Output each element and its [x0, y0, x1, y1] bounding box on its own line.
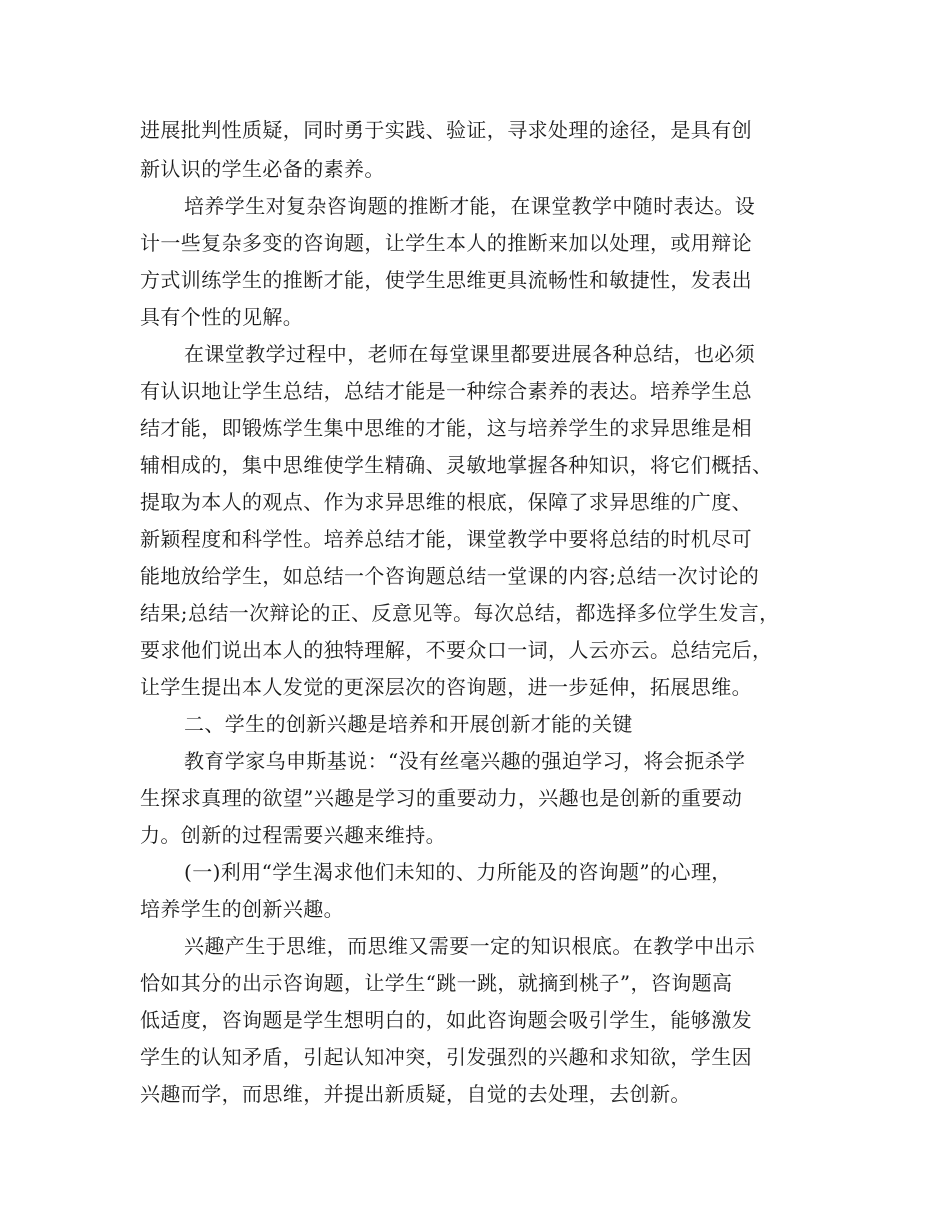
paragraph-line: 提取为本人的观点、作为求异思维的根底，保障了求异思维的广度、 [140, 490, 752, 514]
paragraph-line: 计一些复杂多变的咨询题，让学生本人的推断来加以处理，或用辩论 [140, 231, 752, 255]
paragraph-line: 辅相成的，集中思维使学生精确、灵敏地掌握各种知识，将它们概括、 [140, 453, 773, 477]
paragraph-line: 学生的认知矛盾，引起认知冲突，引发强烈的兴趣和求知欲，学生因 [140, 1045, 752, 1069]
paragraph-line: 兴趣产生于思维，而思维又需要一定的知识根底。在教学中出示 [184, 934, 756, 958]
paragraph-line: 方式训练学生的推断才能，使学生思维更具流畅性和敏捷性，发表出 [140, 268, 752, 292]
paragraph-line: 低适度，咨询题是学生想明白的，如此咨询题会吸引学生，能够激发 [140, 1008, 752, 1032]
paragraph-line: 培养学生对复杂咨询题的推断才能，在课堂教学中随时表达。设 [184, 194, 756, 218]
paragraph-line: 恰如其分的出示咨询题，让学生“跳一跳，就摘到桃子”，咨询题高 [140, 971, 733, 995]
paragraph-line: 具有个性的见解。 [140, 305, 304, 329]
paragraph-line: 生探求真理的欲望”兴趣是学习的重要动力，兴趣也是创新的重要动 [140, 786, 743, 810]
paragraph-line: 教育学家乌申斯基说：“没有丝毫兴趣的强迫学习，将会扼杀学 [184, 749, 746, 773]
paragraph-line: 有认识地让学生总结，总结才能是一种综合素养的表达。培养学生总 [140, 379, 752, 403]
section-heading: 二、学生的创新兴趣是培养和开展创新才能的关键 [184, 712, 633, 736]
paragraph-line: 要求他们说出本人的独特理解，不要众口一词，人云亦云。总结完后， [140, 638, 773, 662]
paragraph-line: 进展批判性质疑，同时勇于实践、验证，寻求处理的途径，是具有创 [140, 118, 752, 142]
paragraph-line: 能地放给学生，如总结一个咨询题总结一堂课的内容;总结一次讨论的 [140, 564, 760, 588]
subsection-heading: 培养学生的创新兴趣。 [140, 897, 344, 921]
subsection-heading: (一)利用“学生渴求他们未知的、力所能及的咨询题”的心理， [184, 860, 732, 884]
paragraph-line: 结果;总结一次辩论的正、反意见等。每次总结，都选择多位学生发言， [140, 601, 780, 625]
paragraph-line: 力。创新的过程需要兴趣来维持。 [140, 823, 446, 847]
paragraph-line: 兴趣而学，而思维，并提出新质疑，自觉的去处理，去创新。 [140, 1082, 691, 1106]
paragraph-line: 新颖程度和科学性。培养总结才能，课堂教学中要将总结的时机尽可 [140, 527, 752, 551]
paragraph-line: 让学生提出本人发觉的更深层次的咨询题，进一步延伸，拓展思维。 [140, 675, 752, 699]
paragraph-line: 在课堂教学过程中，老师在每堂课里都要进展各种总结，也必须 [184, 342, 756, 366]
paragraph-line: 结才能，即锻炼学生集中思维的才能，这与培养学生的求异思维是相 [140, 416, 752, 440]
paragraph-line: 新认识的学生必备的素养。 [140, 157, 385, 181]
